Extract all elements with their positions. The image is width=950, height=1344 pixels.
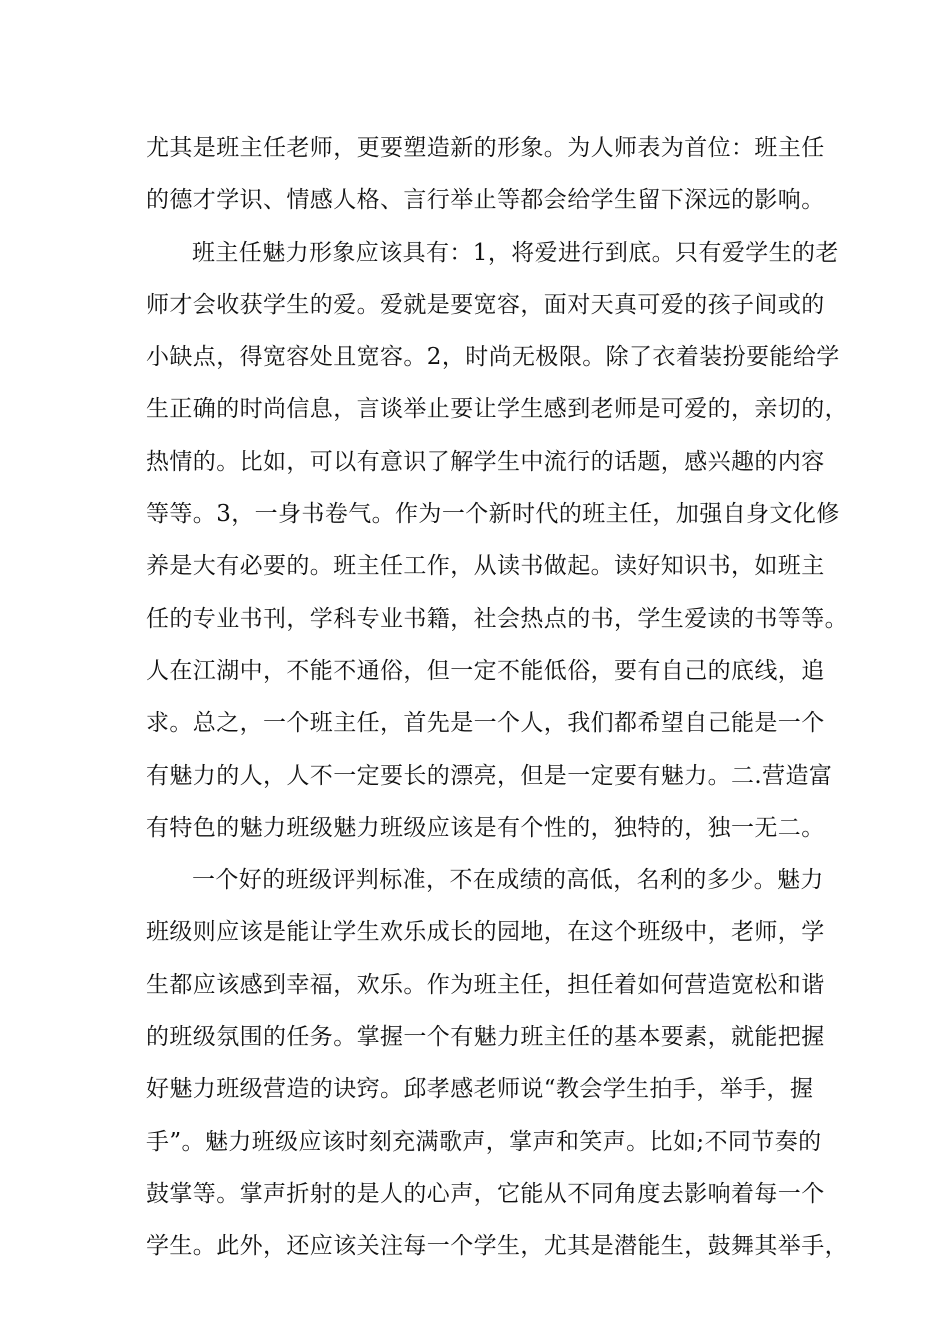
paragraph-start-line: 班主任魅力形象应该具有：1，将爱进行到底。只有爱学生的老 bbox=[192, 239, 839, 266]
text-line: 生正确的时尚信息，言谈举止要让学生感到老师是可爱的，亲切的， bbox=[146, 396, 848, 423]
text-line: 人在江湖中，不能不通俗，但一定不能低俗，要有自己的底线，追 bbox=[146, 657, 825, 684]
text-line: 师才会收获学生的爱。爱就是要宽容，面对天真可爱的孩子间或的 bbox=[146, 291, 825, 318]
text-line: 等等。3，一身书卷气。作为一个新时代的班主任，加强自身文化修 bbox=[146, 501, 840, 528]
text-line: 的德才学识、情感人格、言行举止等都会给学生留下深远的影响。 bbox=[146, 187, 825, 214]
text-line: 有魅力的人，人不一定要长的漂亮，但是一定要有魅力。二.营造富 bbox=[146, 762, 833, 789]
body-text bbox=[146, 130, 848, 1281]
text-line: 任的专业书刊，学科专业书籍，社会热点的书，学生爱读的书等等。 bbox=[146, 605, 848, 632]
text-line: 好魅力班级营造的诀窍。邱孝感老师说“教会学生拍手，举手，握 bbox=[146, 1076, 814, 1103]
text-line: 求。总之，一个班主任，首先是一个人，我们都希望自己能是一个 bbox=[146, 710, 825, 737]
text-line: 学生。此外，还应该关注每一个学生，尤其是潜能生，鼓舞其举手， bbox=[146, 1233, 848, 1260]
text-line: 热情的。比如，可以有意识了解学生中流行的话题，感兴趣的内容 bbox=[146, 448, 825, 475]
text-line: 手”。魅力班级应该时刻充满歌声，掌声和笑声。比如;不同节奏的 bbox=[146, 1128, 822, 1155]
text-line: 的班级氛围的任务。掌握一个有魅力班主任的基本要素，就能把握 bbox=[146, 1024, 825, 1051]
text-line: 鼓掌等。掌声折射的是人的心声，它能从不同角度去影响着每一个 bbox=[146, 1180, 825, 1207]
paragraph-start-line: 一个好的班级评判标准，不在成绩的高低，名利的多少。魅力 bbox=[192, 867, 824, 894]
text-line: 小缺点，得宽容处且宽容。2，时尚无极限。除了衣着装扮要能给学 bbox=[146, 344, 840, 371]
text-line: 生都应该感到幸福，欢乐。作为班主任，担任着如何营造宽松和谐 bbox=[146, 971, 825, 998]
text-line: 养是大有必要的。班主任工作，从读书做起。读好知识书，如班主 bbox=[146, 553, 825, 580]
text-line: 班级则应该是能让学生欢乐成长的园地，在这个班级中，老师，学 bbox=[146, 919, 825, 946]
text-line: 有特色的魅力班级魅力班级应该是有个性的，独特的，独一无二。 bbox=[146, 814, 825, 841]
text-line: 尤其是班主任老师，更要塑造新的形象。为人师表为首位：班主任 bbox=[146, 135, 825, 161]
